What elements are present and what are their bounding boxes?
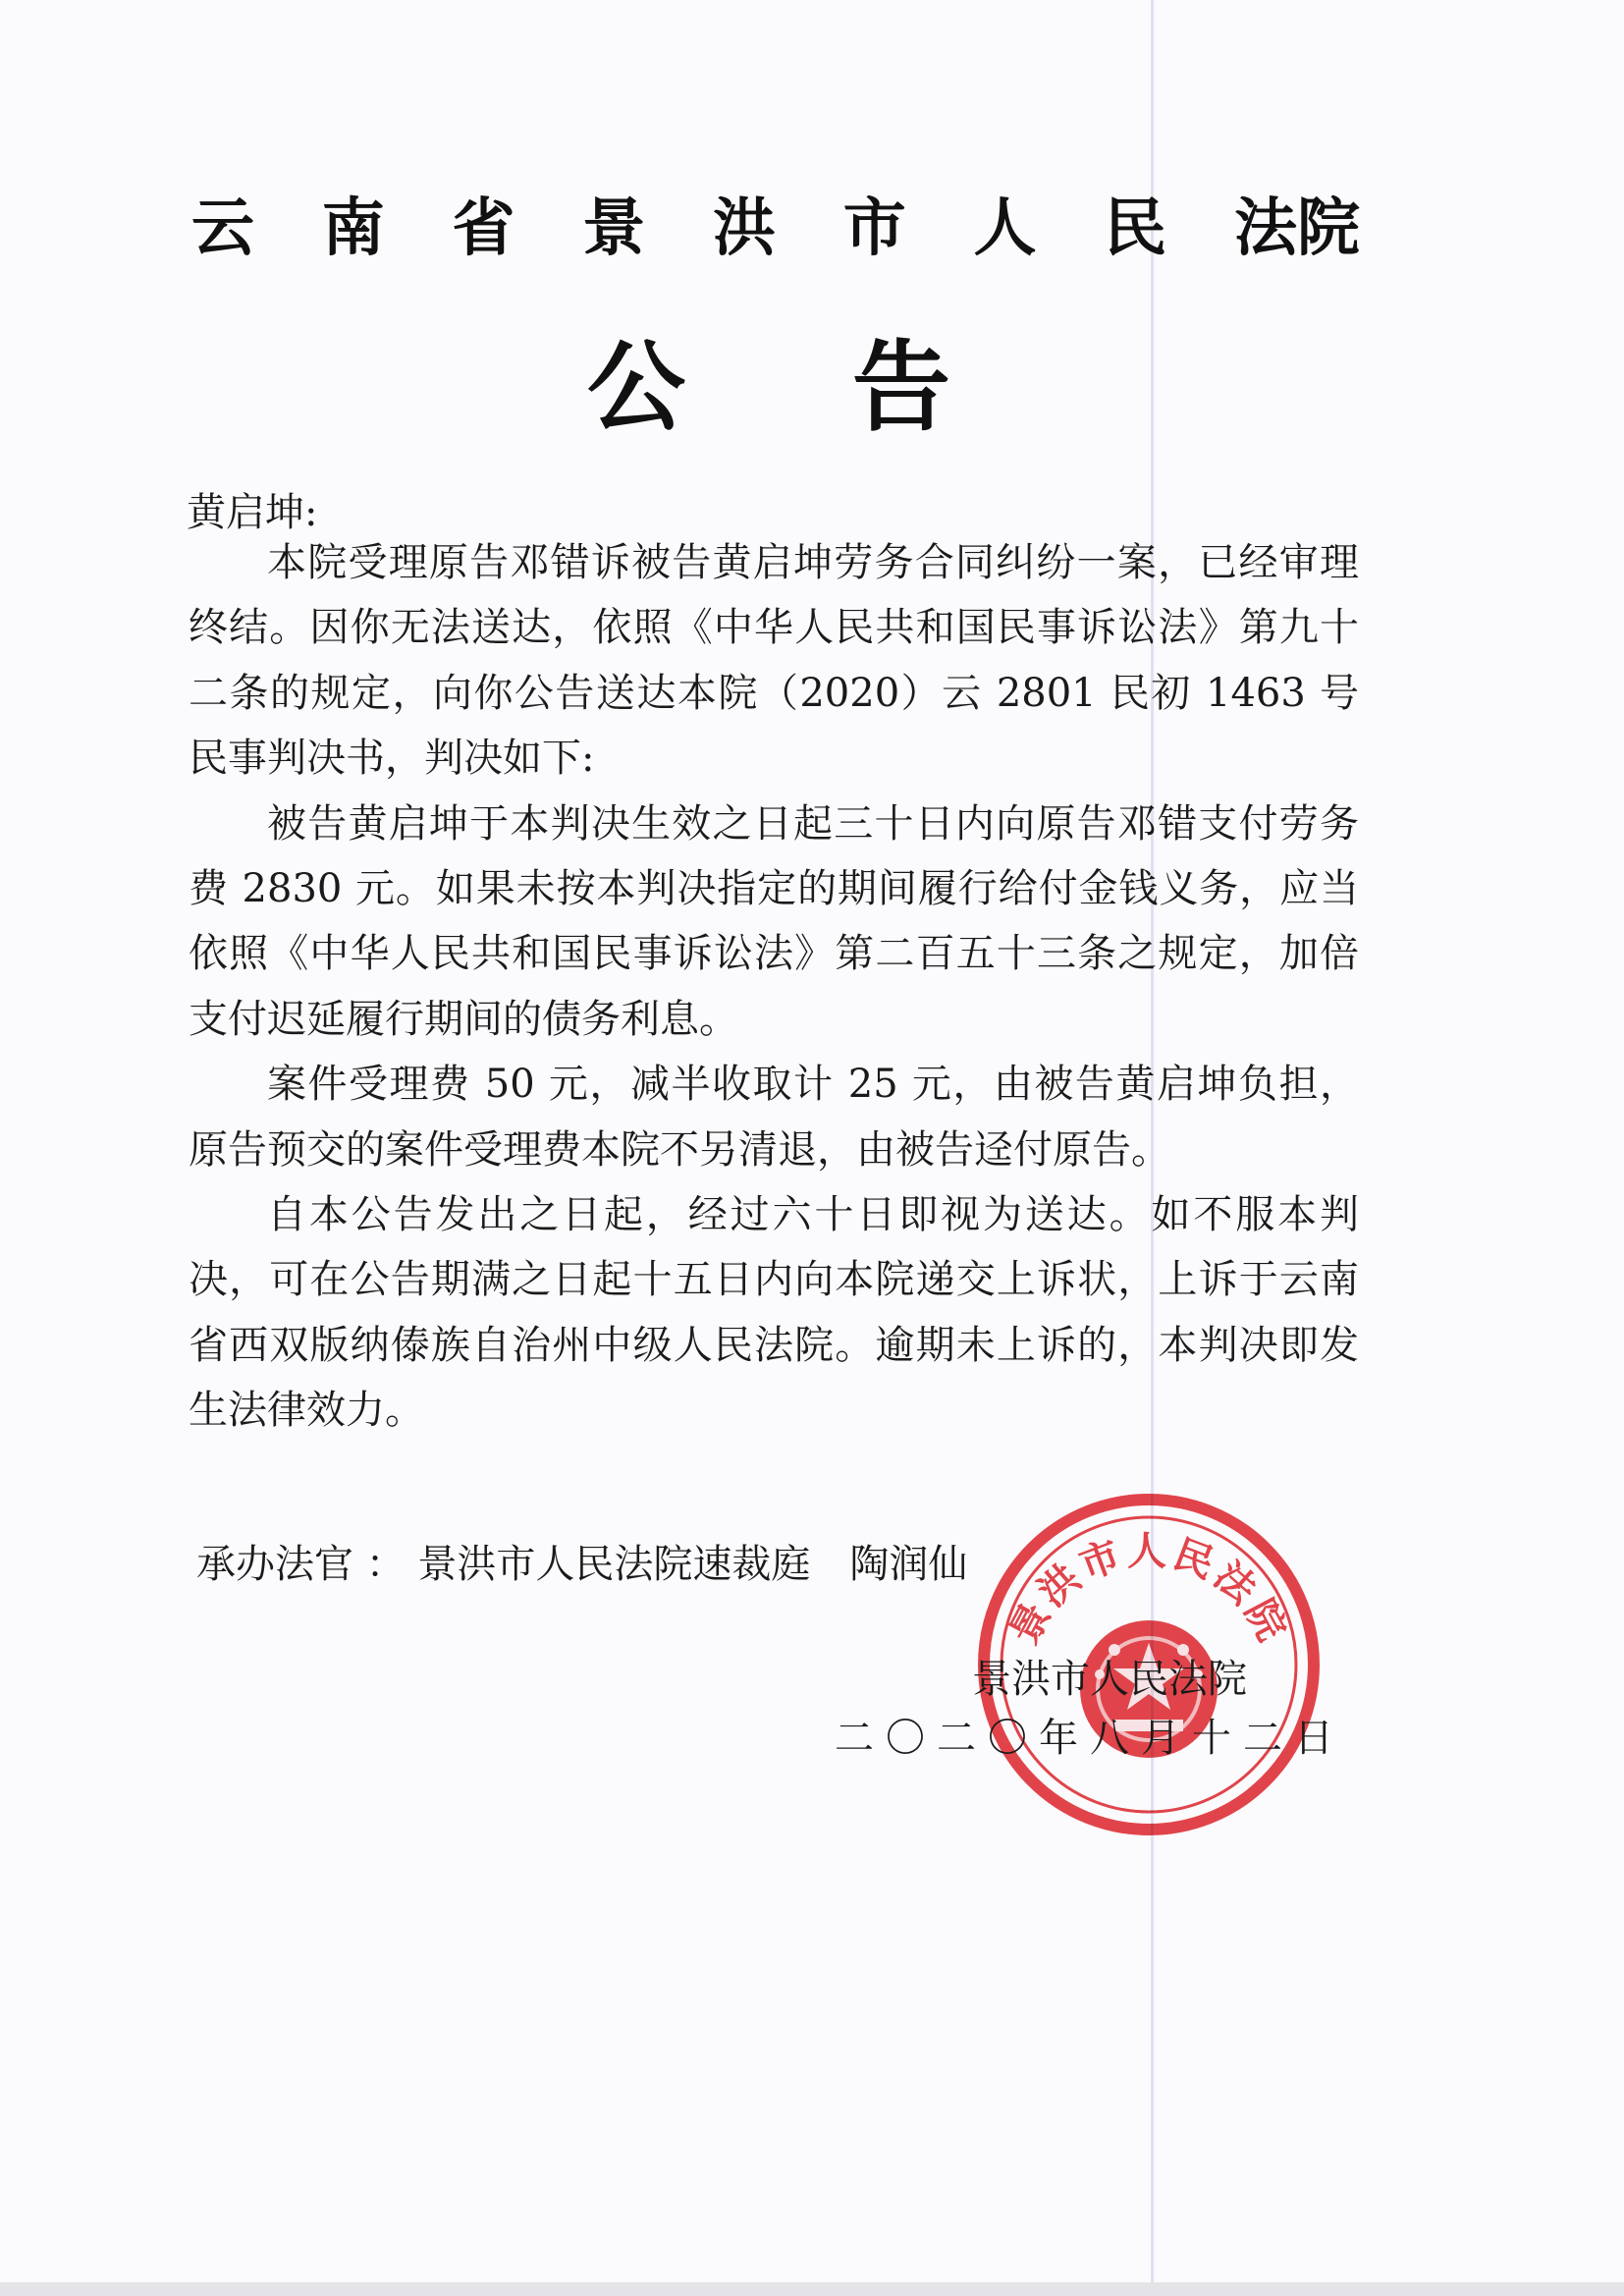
court-name-char: 洪 — [713, 192, 776, 265]
court-name-heading — [191, 185, 1360, 273]
court-name-char: 人 — [973, 192, 1037, 265]
page-bottom-edge — [0, 2282, 1624, 2296]
court-signature: 景洪市人民法院 — [972, 1657, 1247, 1702]
court-name-char: 南 — [321, 192, 385, 265]
paragraph-fees: 案件受理费 50 元，减半收取计 25 元，由被告黄启坤负担，原告预交的案件受理费本院不另清退，由被告迳付原告。 — [189, 1062, 1359, 1173]
doc-title-char: 公 — [587, 330, 685, 445]
presiding-judge: 承办法官 ： 景洪市人民法院速裁庭 陶润仙 — [196, 1542, 968, 1587]
court-name-char: 景 — [582, 192, 646, 265]
court-name-char: 民 — [1104, 192, 1167, 265]
paragraph-service-appeal: 自本公告发出之日起，经过六十日即视为送达。如不服本判决，可在公告期满之日起十五日内向本院递交上诉状，上诉于云南省西双版纳傣族自治州中级人民法院。逾期未上诉的，本判决即发生法律效力。 — [189, 1192, 1359, 1434]
issue-date: 二〇二〇年八月十二日 — [835, 1716, 1345, 1761]
document-title — [587, 329, 950, 447]
court-name-char: 省 — [452, 192, 515, 265]
paragraph-case-summary: 本院受理原告邓错诉被告黄启坤劳务合同纠纷一案，已经审理终结。因你无法送达，依照《中华人民共和国民事诉讼法》第九十二条的规定，向你公告送达本院（2020）云 2801 民初 1463 号民事判决书，判决如下: — [189, 540, 1359, 782]
doc-title-char: 告 — [852, 330, 950, 445]
seal-text: 景洪市人民法院 — [1001, 1528, 1297, 1652]
court-name-char: 云 — [191, 192, 254, 265]
addressee: 黄启坤: — [187, 490, 318, 535]
notice-body — [189, 530, 1359, 1444]
court-name-char: 市 — [842, 192, 906, 265]
court-name-char: 法院 — [1234, 192, 1360, 265]
paragraph-judgment: 被告黄启坤于本判决生效之日起三十日内向原告邓错支付劳务费 2830 元。如果未按本判决指定的期间履行给付金钱义务，应当依照《中华人民共和国民事诉讼法》第二百五十三条之规定，加倍支付迟延履行期间的债务利息。 — [189, 800, 1359, 1042]
